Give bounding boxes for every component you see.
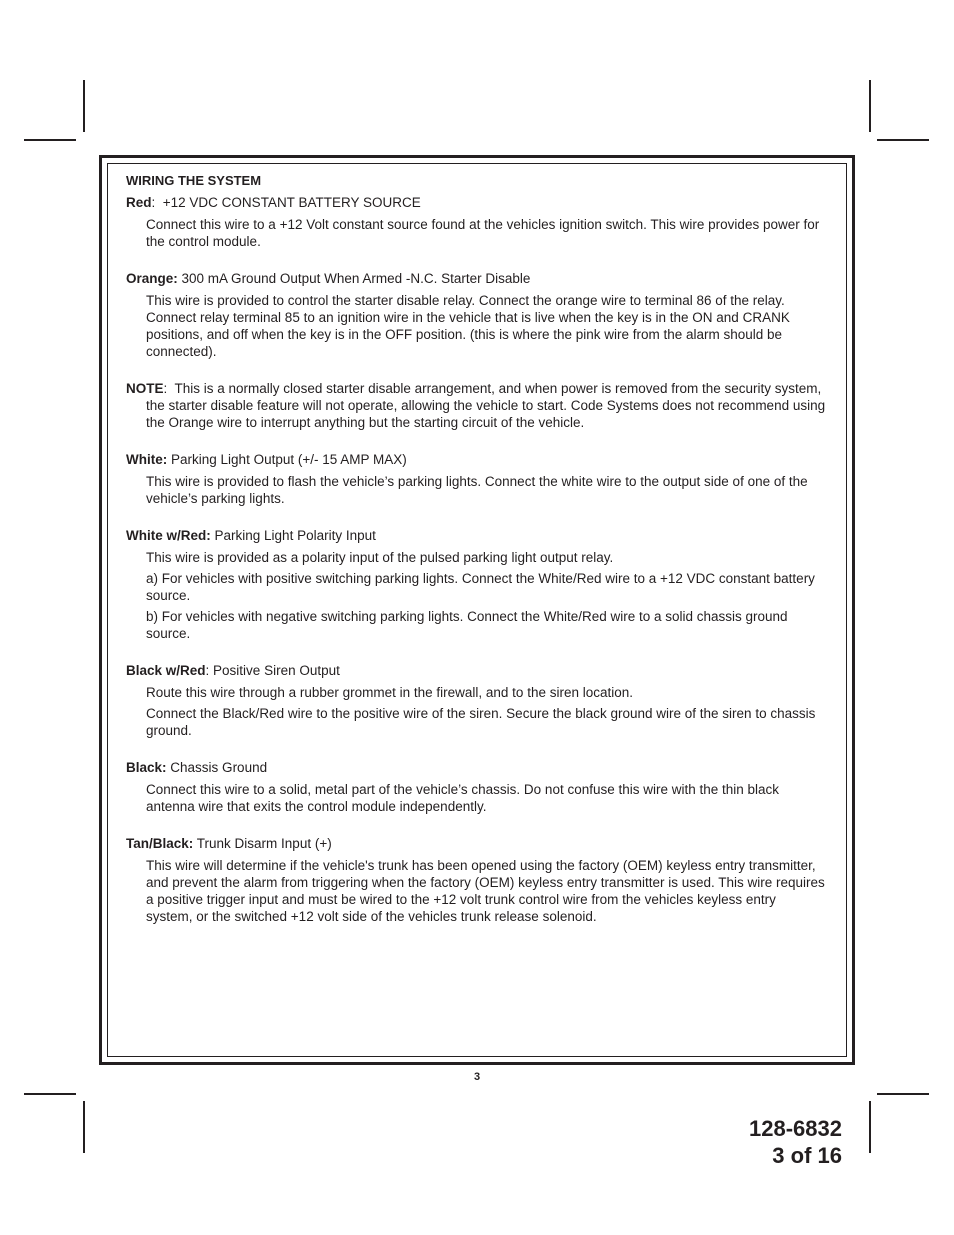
wire-separator: : [151, 195, 163, 210]
wire-description: This is a normally closed starter disable arrangement, and when power is removed from the security system, the starter disable feature will not operate, allowing the vehicle to start. Code Systems does not recommend using the Orange wire to interrupt anything but the starting circuit of the vehicle. [146, 381, 826, 430]
wire-section [126, 380, 826, 431]
wire-section [126, 451, 826, 507]
wire-paragraph: This wire is provided to flash the vehicle’s parking lights. Connect the white wire to the output side of one of the vehicle’s parking lights. [146, 474, 808, 506]
wire-description: +12 VDC CONSTANT BATTERY SOURCE [162, 195, 421, 210]
wire-heading [126, 835, 826, 852]
wire-description: Chassis Ground [170, 760, 268, 775]
wire-section [126, 527, 826, 642]
wire-paragraph: Connect this wire to a +12 Volt constant source found at the vehicles ignition switch. This wire provides power for the control module. [146, 217, 820, 249]
wire-heading [126, 194, 826, 211]
wire-name: Red [126, 195, 152, 210]
wire-section [126, 662, 826, 739]
wire-description: Trunk Disarm Input (+) [196, 836, 332, 851]
wire-name: White w/Red: [126, 528, 211, 543]
wire-paragraph: This wire is provided as a polarity input of the pulsed parking light output relay. [146, 550, 614, 565]
crop-mark-bottom-left-vertical [83, 1101, 85, 1153]
wire-paragraph: Connect the Black/Red wire to the positive wire of the siren. Secure the black ground wire of the siren to chassis ground. [146, 706, 816, 738]
wire-paragraph: Connect this wire to a solid, metal part of the vehicle’s chassis. Do not confuse this wire with the thin black antenna wire that exits the control module independently. [146, 782, 780, 814]
wire-section [126, 270, 826, 360]
wire-heading [126, 662, 826, 679]
wire-paragraph: Route this wire through a rubber grommet in the firewall, and to the siren location. [146, 685, 634, 700]
crop-mark-bottom-right-horizontal [877, 1093, 929, 1095]
wire-description: Parking Light Output (+/- 15 AMP MAX) [171, 452, 407, 467]
wire-description: Positive Siren Output [213, 663, 340, 678]
wire-heading [126, 527, 826, 544]
wire-heading [126, 451, 826, 468]
wire-paragraph: This wire is provided to control the starter disable relay. Connect the orange wire to terminal 86 of the relay. Connect relay terminal 85 to an ignition wire in the vehicle that is live when the key is in the ON and CRANK positions, and off when the key is in the OFF position. (this is where the pink wire from the alarm should be connected). [146, 293, 790, 359]
section-title: WIRING THE SYSTEM [126, 173, 262, 188]
wire-paragraph: This wire will determine if the vehicle's trunk has been opened using the factory (OEM) keyless entry transmitter, and prevent the alarm from triggering when the factory (OEM) keyless entry transmitter is used. This wire requires a positive trigger input and must be wired to the +12 volt trunk control wire from the vehicles keyless entry system, or the switched +12 volt side of the vehicles trunk release solenoid. [146, 858, 825, 924]
crop-mark-top-right-vertical [869, 80, 871, 132]
wire-heading [126, 759, 826, 776]
crop-mark-top-right-horizontal [877, 139, 929, 141]
wire-name: Tan/Black: [126, 836, 194, 851]
crop-mark-top-left-vertical [83, 80, 85, 132]
document-id [749, 1115, 842, 1169]
wire-paragraph: b) For vehicles with negative switching parking lights. Connect the White/Red wire to a solid chassis ground source. [146, 609, 788, 641]
wire-section [126, 194, 826, 250]
wire-heading [126, 270, 826, 287]
crop-mark-bottom-right-vertical [869, 1101, 871, 1153]
wire-list [126, 194, 826, 925]
crop-mark-top-left-horizontal [24, 139, 76, 141]
wire-description: Parking Light Polarity Input [214, 528, 376, 543]
wire-separator: : [205, 663, 214, 678]
page-number: 3 [473, 1071, 481, 1083]
wire-name: Orange: [126, 271, 178, 286]
wire-name: Black w/Red [126, 663, 206, 678]
document-page-count: 3 of 16 [772, 1143, 842, 1168]
document-number: 128-6832 [749, 1116, 842, 1141]
document-body [126, 172, 826, 945]
wire-name: White: [126, 452, 168, 467]
wire-paragraph: a) For vehicles with positive switching parking lights. Connect the White/Red wire to a +12 VDC constant battery source. [146, 571, 815, 603]
wire-name: NOTE [126, 381, 164, 396]
wire-heading [126, 380, 826, 431]
wire-section [126, 835, 826, 925]
crop-mark-bottom-left-horizontal [24, 1093, 76, 1095]
wire-section [126, 759, 826, 815]
wire-separator: : [163, 381, 175, 396]
wire-description: 300 mA Ground Output When Armed -N.C. Starter Disable [181, 271, 531, 286]
wire-name: Black: [126, 760, 167, 775]
